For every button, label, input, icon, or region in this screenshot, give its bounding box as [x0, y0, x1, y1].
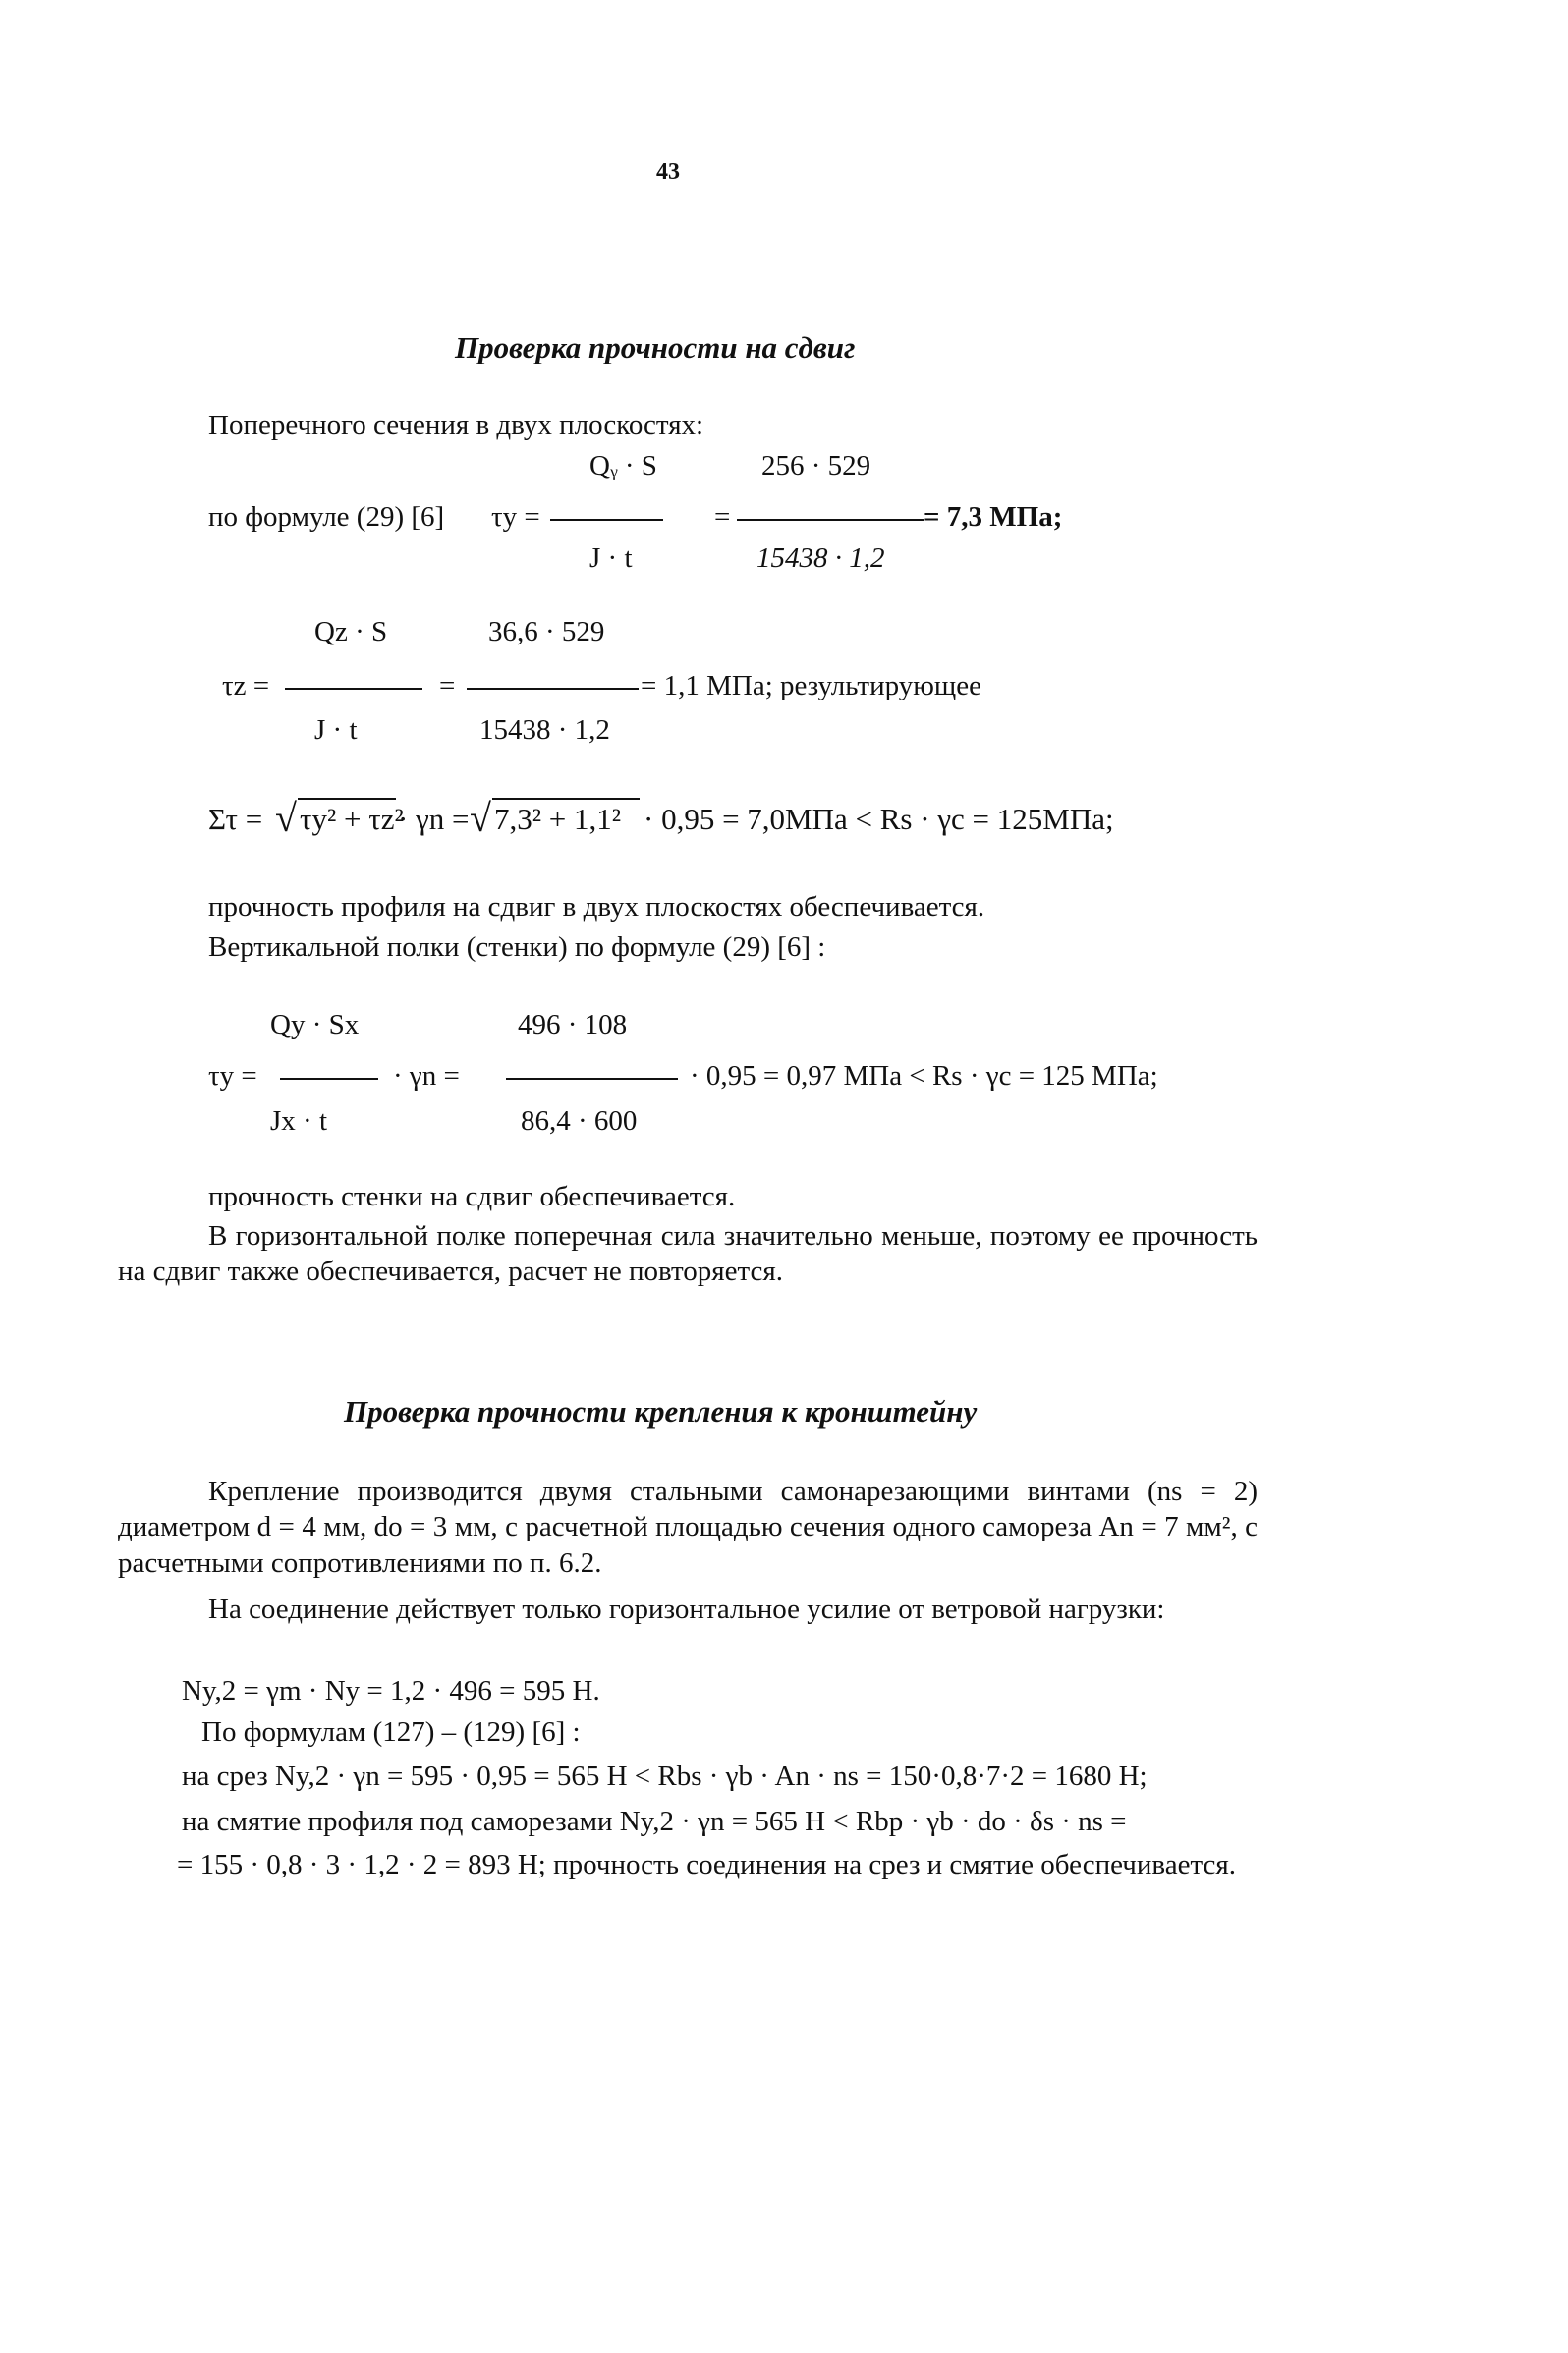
f2-denominator-left: J · t [314, 714, 358, 746]
section-title-shear: Проверка прочности на сдвиг [455, 330, 856, 364]
f4-lhs: τy = [208, 1060, 257, 1092]
f4-denominator-left: Jx · t [270, 1105, 327, 1137]
f3-root-1: τy² + τz² [300, 802, 404, 836]
eq-ny2: Ny,2 = γm · Ny = 1,2 · 496 = 595 Н. [182, 1675, 600, 1707]
fastening-paragraph: Крепление производится двумя стальными самонарезающими винтами (ns = 2) диаметром d = 4 мм, do = 3 мм, с расчетной площадью сечения одного самореза An = 7 мм², с расчетными сопротивлениями по п. 6.2. [118, 1476, 1258, 1579]
f3-sqrt-bar-2 [492, 798, 640, 800]
page-number: 43 [656, 159, 680, 185]
f3-mid-1: · γn = [398, 802, 470, 836]
f3-sqrt-bar-1 [298, 798, 396, 800]
f1-fraction-bar-left [550, 519, 663, 521]
section-title-fastening: Проверка прочности крепления к кронштейну [344, 1394, 978, 1429]
f2-fraction-bar-left [285, 688, 422, 690]
shear-profile-conclusion: прочность профиля на сдвиг в двух плоскостях обеспечивается. [208, 891, 985, 923]
f4-fraction-bar-left [280, 1078, 378, 1080]
f4-denominator-right: 86,4 · 600 [521, 1105, 638, 1137]
horizontal-flange-paragraph: В горизонтальной полке поперечная сила значительно меньше, поэтому ее прочность на сдвиг также обеспечивается, расчет не повторяется. [118, 1220, 1258, 1288]
vertical-flange-text: Вертикальной полки (стенки) по формуле (29) [6] : [208, 931, 826, 963]
eq-bearing: на смятие профиля под саморезами Ny,2 · γn = 565 Н < Rbp · γb · do · δs · ns = [182, 1806, 1127, 1837]
f1-prefix: по формуле (29) [6] [208, 501, 445, 532]
f4-tail: · 0,95 = 0,97 МПа < Rs · γc = 125 МПа; [690, 1060, 1158, 1092]
f4-mid: · γn = [393, 1060, 460, 1092]
f4-numerator-left: Qy · Sx [270, 1009, 360, 1040]
f3-sqrt-sign-2: √ [470, 796, 491, 840]
f3-tail: · 0,95 = 7,0МПа < Rs · γc = 125МПа; [644, 802, 1114, 836]
f3-sqrt-sign-1: √ [275, 796, 297, 840]
intro-text: Поперечного сечения в двух плоскостях: [208, 410, 704, 441]
f2-lhs: τz = [222, 670, 270, 701]
f2-denominator-right: 15438 · 1,2 [479, 714, 610, 746]
f4-numerator-right: 496 · 108 [518, 1009, 628, 1040]
f3-lhs: Στ = [208, 802, 263, 836]
f1-denominator-right: 15438 · 1,2 [756, 542, 885, 574]
f1-numerator-left: Qᵧ · S [589, 450, 657, 481]
f2-fraction-bar-right [467, 688, 639, 690]
eq-shear: на срез Ny,2 · γn = 595 · 0,95 = 565 Н < Rbs · γb · An · ns = 150·0,8·7·2 = 1680 Н; [182, 1761, 1148, 1792]
eq-bearing-result: = 155 · 0,8 · 3 · 1,2 · 2 = 893 Н; прочность соединения на срез и смятие обеспечивается. [177, 1849, 1236, 1880]
f1-denominator-left: J · t [589, 542, 633, 574]
f2-numerator-right: 36,6 · 529 [488, 616, 605, 647]
f2-result: = 1,1 МПа; результирующее [641, 670, 981, 701]
f1-mid-eq: = [714, 501, 731, 532]
wall-shear-conclusion: прочность стенки на сдвиг обеспечивается. [208, 1181, 736, 1212]
f2-numerator-left: Qz · S [314, 616, 388, 647]
wind-load-paragraph: На соединение действует только горизонтальное усилие от ветровой нагрузки: [208, 1594, 1165, 1625]
f1-lhs: τy = [491, 501, 540, 532]
f1-result: = 7,3 МПа; [924, 501, 1063, 532]
f4-fraction-bar-right [506, 1078, 678, 1080]
f1-numerator-right: 256 · 529 [761, 450, 871, 481]
f1-fraction-bar-right [737, 519, 924, 521]
f2-mid-eq: = [439, 670, 456, 701]
f3-root-2: 7,3² + 1,1² [494, 802, 622, 836]
eq-formulas-ref: По формулам (127) – (129) [6] : [201, 1716, 581, 1748]
